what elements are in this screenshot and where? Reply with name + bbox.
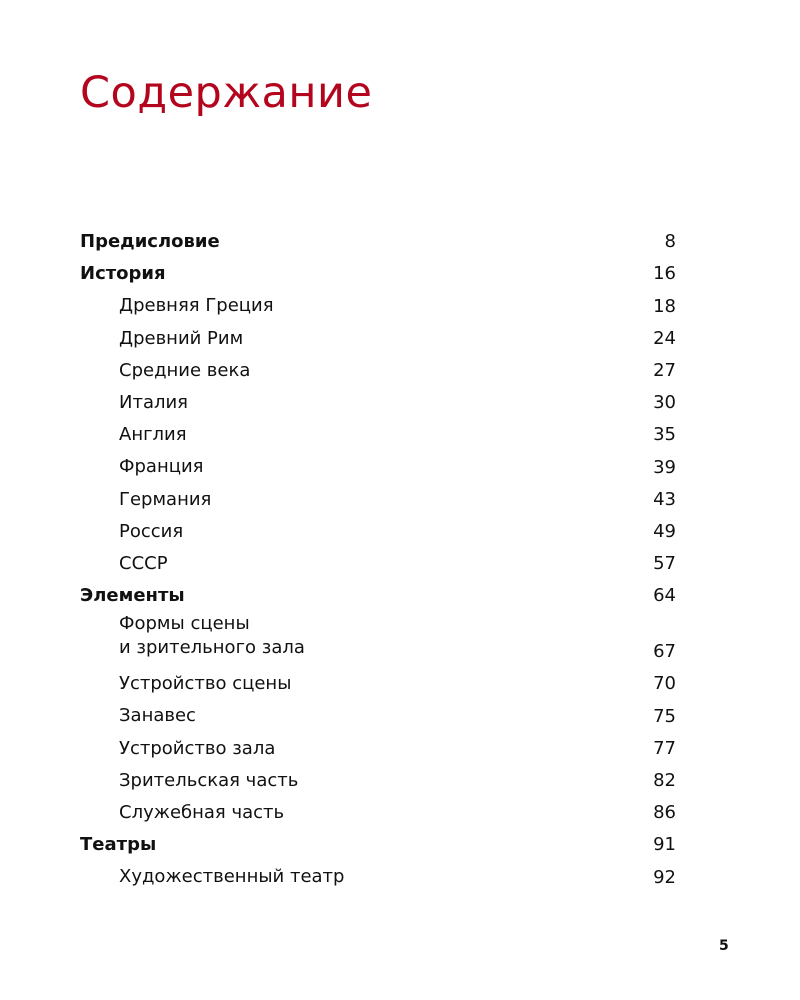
toc-entry-label: СССР (119, 552, 168, 574)
toc-entry-page: 75 (653, 705, 676, 727)
toc-entry-label: Элементы (80, 585, 185, 607)
toc-entry-page: 27 (653, 359, 676, 381)
toc-entry[interactable] (80, 387, 676, 419)
toc-entry[interactable] (80, 700, 676, 732)
toc-entry-label: Средние века (119, 359, 251, 381)
toc-entry-page: 39 (653, 456, 676, 478)
toc-entry[interactable] (80, 258, 676, 290)
toc-entry-label: Служебная часть (119, 802, 285, 823)
toc-entry-page: 43 (653, 488, 676, 510)
table-of-contents (80, 226, 676, 894)
toc-entry-page: 86 (653, 802, 676, 824)
toc-entry-page: 64 (653, 585, 676, 607)
toc-entry[interactable] (80, 829, 676, 861)
toc-entry-page: 16 (653, 263, 676, 285)
toc-entry-label: Художественный театр (119, 866, 345, 888)
toc-entry-label: Германия (119, 488, 212, 510)
toc-entry-page: 77 (653, 737, 676, 759)
toc-entry-label: История (80, 263, 166, 285)
page-title: Содержание (80, 68, 373, 118)
toc-entry-label: Древний Рим (119, 327, 244, 349)
toc-entry-label: Россия (119, 520, 184, 542)
toc-entry[interactable] (80, 323, 676, 355)
toc-entry-page: 67 (653, 641, 676, 663)
toc-entry-label-line2: и зрительного зала (119, 637, 305, 659)
toc-entry[interactable] (80, 733, 676, 765)
toc-entry-label: Предисловие (80, 231, 220, 252)
toc-entry[interactable] (80, 451, 676, 483)
toc-entry-page: 49 (653, 520, 676, 542)
toc-entry-label: Устройство сцены (119, 673, 292, 695)
toc-entry-label: Формы сцены (119, 613, 250, 635)
toc-entry-page: 92 (653, 866, 676, 888)
toc-entry-label: Устройство зала (119, 737, 276, 759)
toc-entry-page: 35 (653, 424, 676, 446)
toc-entry-page: 30 (653, 392, 676, 414)
toc-entry[interactable] (80, 516, 676, 548)
toc-entry-page: 18 (653, 295, 676, 317)
toc-entry-label: Театры (80, 834, 157, 856)
toc-entry-label: Франция (119, 456, 204, 478)
toc-entry[interactable] (80, 290, 676, 322)
toc-entry[interactable] (80, 668, 676, 700)
toc-entry-page: 24 (653, 327, 676, 349)
page-number: 5 (719, 938, 729, 954)
toc-entry-page: 70 (653, 673, 676, 695)
toc-entry-page: 8 (664, 231, 676, 253)
toc-entry-label: Занавес (119, 705, 196, 727)
toc-entry[interactable] (80, 612, 676, 668)
toc-entry-label: Древняя Греция (119, 295, 274, 317)
toc-entry-label: Италия (119, 391, 189, 413)
toc-entry[interactable] (80, 797, 676, 829)
toc-entry-label: Англия (119, 424, 187, 446)
toc-entry-page: 82 (653, 770, 676, 791)
toc-entry[interactable] (80, 548, 676, 580)
toc-entry-page: 91 (653, 834, 676, 856)
toc-entry[interactable] (80, 861, 676, 893)
toc-entry-page: 57 (653, 553, 676, 575)
toc-entry[interactable] (80, 419, 676, 451)
toc-entry[interactable] (80, 484, 676, 516)
toc-entry[interactable] (80, 355, 676, 387)
toc-entry[interactable] (80, 226, 676, 258)
toc-entry[interactable] (80, 580, 676, 612)
toc-entry-label: Зрительская часть (119, 769, 299, 791)
toc-entry[interactable] (80, 765, 676, 797)
